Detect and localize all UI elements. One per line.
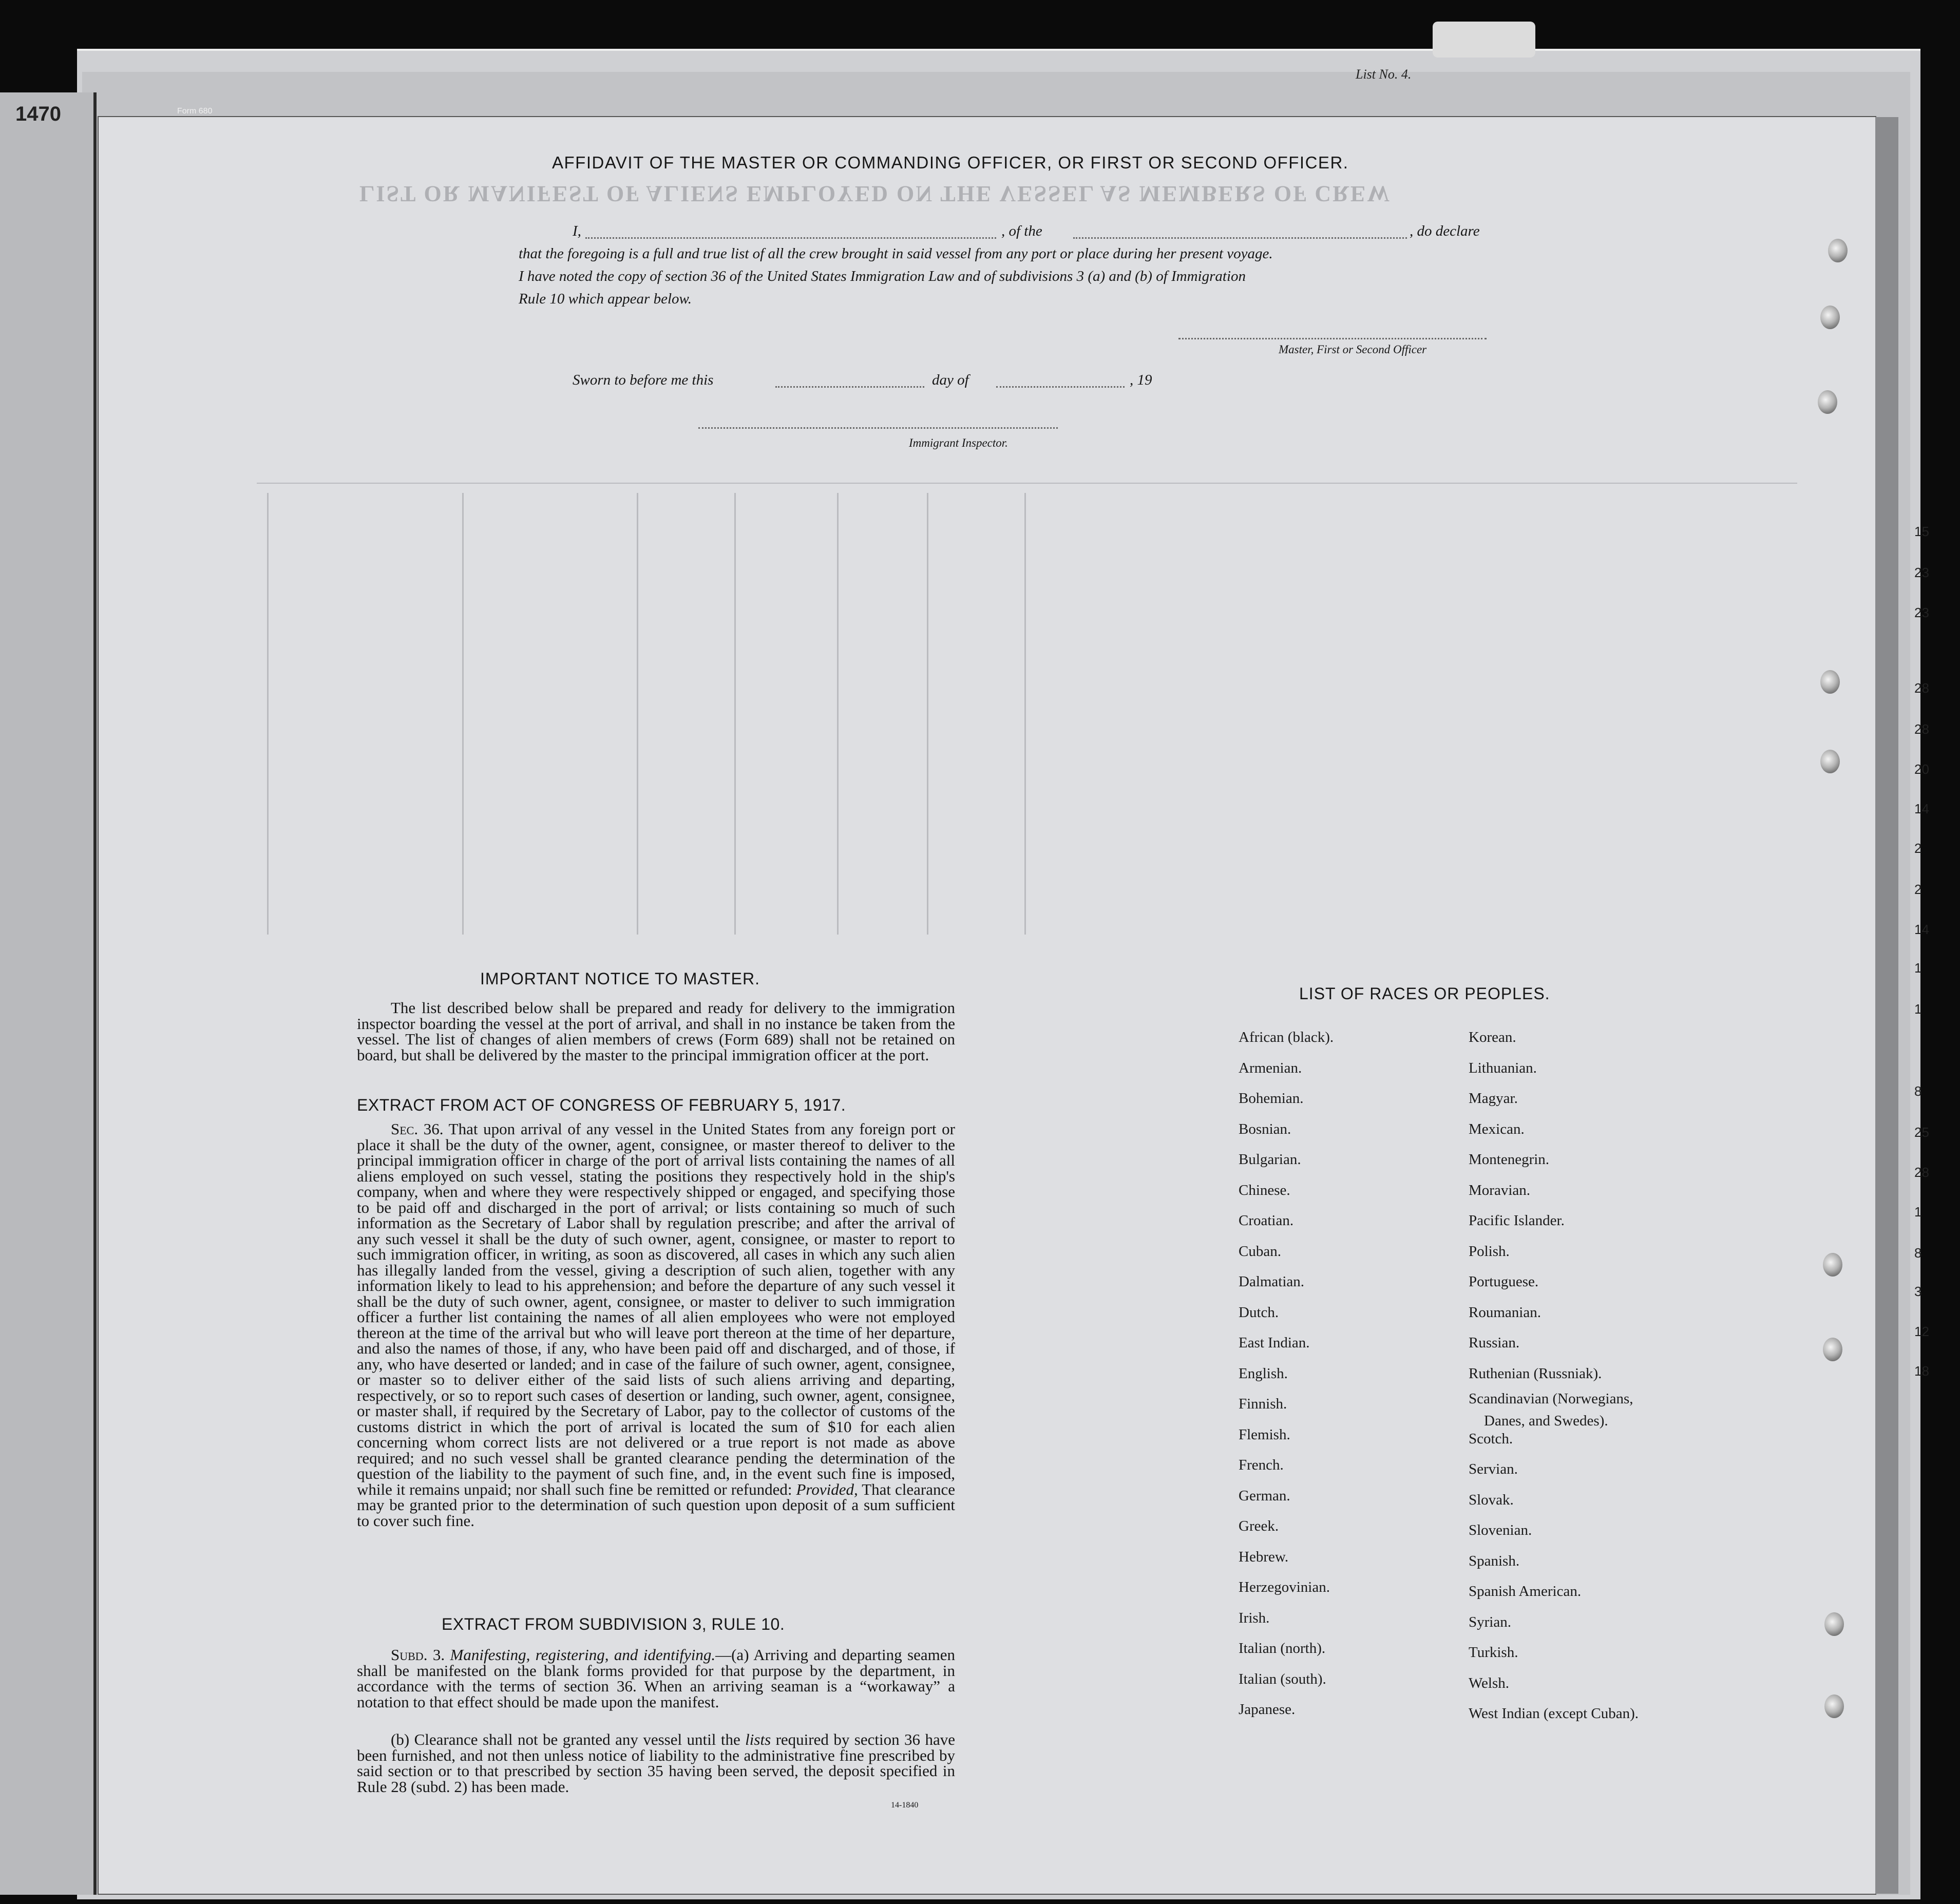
punch-hole [1823, 1253, 1842, 1277]
edge-number: 18 [1914, 1363, 1929, 1379]
race-item: Cuban. [1239, 1243, 1281, 1260]
show-through-title: LIST OR MANIFEST OF ALIENS EMPLOYED ON THE VESSEL AS MEMBERS OF CREW [359, 181, 1392, 206]
subd-b-italic: lists [745, 1730, 771, 1748]
race-item: Welsh. [1469, 1674, 1510, 1691]
affidavit-do-declare: , do declare [1410, 223, 1480, 239]
paper-tab [1433, 22, 1535, 58]
race-item: Magyar. [1469, 1090, 1518, 1107]
race-item: Spanish American. [1469, 1583, 1582, 1600]
inspector-label: Immigrant Inspector. [909, 436, 1008, 449]
punch-hole [1823, 1338, 1842, 1361]
edge-number: 15 [1914, 524, 1929, 539]
race-item: Servian. [1469, 1461, 1518, 1477]
affidavit-line-4: Rule 10 which appear below. [519, 291, 692, 307]
sworn-label: Sworn to before me this [573, 372, 714, 388]
edge-number: 23 [1914, 605, 1929, 620]
ghost-rule [257, 483, 1797, 484]
ghost-column-line [267, 493, 269, 935]
sworn-month-line[interactable] [996, 386, 1125, 388]
edge-number: 23 [1914, 565, 1929, 580]
right-page-edge [1875, 117, 1898, 1894]
master-signature-line[interactable] [1178, 338, 1487, 339]
race-item: East Indian. [1239, 1335, 1310, 1351]
races-heading: LIST OF RACES OR PEOPLES. [1299, 984, 1550, 1003]
race-item: Turkish. [1469, 1644, 1518, 1661]
punch-hole [1820, 670, 1840, 694]
edge-number: 28 [1914, 1165, 1929, 1180]
edge-number: 28 [1914, 721, 1929, 737]
ghost-column-line [837, 493, 839, 935]
edge-number: 2 [1914, 841, 1922, 856]
ghost-column-line [637, 493, 638, 935]
rule-heading: EXTRACT FROM SUBDIVISION 3, RULE 10. [442, 1615, 785, 1633]
edge-number: 1 [1914, 1204, 1922, 1220]
race-item: Japanese. [1239, 1701, 1296, 1718]
race-item: Mexican. [1469, 1120, 1525, 1137]
affidavit-heading: AFFIDAVIT OF THE MASTER OR COMMANDING OFFICER, OR FIRST OR SECOND OFFICER. [552, 153, 1349, 172]
race-item: African (black). [1239, 1029, 1334, 1045]
vessel-name-line[interactable] [1073, 237, 1407, 239]
punch-hole [1820, 306, 1840, 329]
punch-hole [1824, 1694, 1844, 1718]
affidavit-line-3: I have noted the copy of section 36 of the United States Immigration Law and of subdivisions 3 (a) and (b) of Immigration [519, 268, 1246, 284]
edge-number: 3 [1914, 1284, 1922, 1299]
master-label: Master, First or Second Officer [1279, 343, 1427, 356]
race-item: Chinese. [1239, 1182, 1290, 1198]
edge-number: 20 [1914, 761, 1929, 777]
ghost-column-line [927, 493, 928, 935]
left-strip-edge [93, 92, 97, 1895]
race-item: English. [1239, 1365, 1288, 1382]
strip-number: 1470 [15, 103, 61, 125]
race-item: Bosnian. [1239, 1120, 1291, 1137]
race-item: Lithuanian. [1469, 1059, 1537, 1076]
edge-number: 25 [1914, 1125, 1929, 1140]
punch-hole [1828, 239, 1848, 262]
race-item: French. [1239, 1457, 1284, 1473]
punch-hole [1824, 1612, 1844, 1636]
ghost-column-line [734, 493, 736, 935]
race-item: Italian (north). [1239, 1640, 1326, 1657]
edge-number: 2 [1914, 882, 1922, 897]
act-heading: EXTRACT FROM ACT OF CONGRESS OF FEBRUARY 5, 1917. [357, 1096, 846, 1114]
inspector-signature-line[interactable] [698, 427, 1058, 429]
ghost-column-line [462, 493, 464, 935]
subd-text-a: —(a) Arriving and departing seamen shall be manifested on the blank forms provided for that purpose by the department, in accordance with the terms of section 36. When an arriving seaman is a “workaway” a notation to that effect should be made upon the manifest. [357, 1646, 955, 1711]
race-item: Moravian. [1469, 1182, 1530, 1198]
race-item: Dalmatian. [1239, 1273, 1305, 1290]
rule-para-b [357, 1732, 955, 1795]
race-item: Scandinavian (Norwegians, [1469, 1391, 1633, 1407]
race-item: Flemish. [1239, 1426, 1290, 1443]
notice-body: The list described below shall be prepared and ready for delivery to the immigration inspector boarding the vessel at the port of arrival, and shall in no instance be taken from the vessel. The list of changes of alien members of crews (Form 689) shall not be retained on board, but shall be delivered by the master to the principal immigration officer at the port. [357, 999, 955, 1064]
edge-number: 1 [1914, 1001, 1922, 1017]
race-item: Italian (south). [1239, 1670, 1326, 1687]
race-item: Spanish. [1469, 1552, 1520, 1569]
act-body [357, 1121, 955, 1529]
race-item: Bulgarian. [1239, 1151, 1301, 1168]
race-item: Portuguese. [1469, 1273, 1539, 1290]
punch-hole [1818, 390, 1837, 414]
subd-text-b: required by section 36 have been furnished, and not then unless notice of liability to the administrative fine prescribed by said section or to that prescribed by section 35 having been served, the deposit specified in Rule 28 (subd. 2) has been made. [357, 1730, 955, 1796]
race-item: Slovenian. [1469, 1522, 1532, 1538]
race-item: Bohemian. [1239, 1090, 1304, 1107]
punch-hole [1820, 750, 1840, 773]
act-text: That upon arrival of any vessel in the United States from any foreign port or place it shall be the duty of the owner, agent, consignee, or master thereof to deliver to the principal immigration officer in charge of the port of arrival lists containing the names of all aliens employed on such vessel, stating the positions they respectively hold in the ship's company, when and where they were respectively shipped or engaged, and specifying those to be paid off and discharged in the port of arrival; or lists containing so much of such information as the Secretary of Labor shall by regulation prescribe; and after the arrival of any such vessel it shall be the duty of such owner, agent, consignee, or master to report to such immigration officer, in writing, as soon as discovered, all cases in which any such alien has illegally landed from the vessel, giving a description of such alien, together with any information likely to lead to his apprehension; and before the departure of any such vessel it shall be the duty of such owner, agent, consignee, or master to deliver to such immigration officer a further list containing the names of all alien employees who were not employed thereon at the time of the arrival but who will leave port thereon at the time of her departure, and also the names of those, if any, who have been paid off and discharged, and of those, if any, who have deserted or landed; and in case of the failure of such owner, agent, consignee, or master so to deliver either of the said lists of such aliens arriving and departing, respectively, or so to report such cases of desertion or landing, such owner, agent, consignee, or master shall, if required by the Secretary of Labor, pay to the collector of customs of the customs district in which the port of arrival is located the sum of $10 for each alien concerning whom correct lists are not delivered or a true report is not made as above required; and no such vessel shall be granted clearance pending the determination of the question of the liability to the payment of such fine, and, in the event such fine is imposed, while it remains unpaid; nor shall such fine be remitted or refunded: [357, 1120, 955, 1498]
edge-number: 1 [1914, 960, 1922, 976]
edge-number: 14 [1914, 801, 1929, 816]
race-continuation: Danes, and Swedes). [1484, 1413, 1608, 1429]
race-item: Slovak. [1469, 1491, 1514, 1508]
race-item: West Indian (except Cuban). [1469, 1705, 1639, 1722]
race-item: Ruthenian (Russniak). [1469, 1365, 1602, 1382]
edge-number: 8 [1914, 1245, 1922, 1261]
subd-label: Subd. 3. [391, 1646, 445, 1664]
race-item: Finnish. [1239, 1396, 1287, 1412]
print-code: 14-1840 [891, 1801, 919, 1810]
race-item: Hebrew. [1239, 1548, 1289, 1565]
edge-number: 8 [1914, 1083, 1922, 1099]
affidavit-line-2: that the foregoing is a full and true list of all the crew brought in said vessel from any port or place during her present voyage. [519, 245, 1273, 262]
race-item: Russian. [1469, 1335, 1520, 1351]
left-margin-strip [0, 92, 95, 1895]
affidavit-of-the: , of the [1001, 223, 1042, 239]
notice-heading: IMPORTANT NOTICE TO MASTER. [480, 969, 760, 988]
race-item: Croatian. [1239, 1212, 1294, 1229]
subd-b-prefix: (b) Clearance shall not be granted any vessel until the [391, 1730, 740, 1748]
edge-number: 12 [1914, 1324, 1929, 1339]
race-item: Scotch. [1469, 1430, 1513, 1447]
race-item: Armenian. [1239, 1059, 1302, 1076]
race-item: Irish. [1239, 1609, 1270, 1626]
edge-number: 14 [1914, 922, 1929, 937]
year-prefix: , 19 [1130, 372, 1152, 388]
edge-number: 28 [1914, 680, 1929, 696]
race-item: Roumanian. [1469, 1304, 1541, 1321]
rule-para-a [357, 1647, 955, 1710]
day-of-label: day of [932, 372, 969, 388]
subd-italic: Manifesting, registering, and identifying. [450, 1646, 716, 1664]
race-item: Pacific Islander. [1469, 1212, 1565, 1229]
race-item: Montenegrin. [1469, 1151, 1550, 1168]
sworn-day-line[interactable] [775, 386, 924, 388]
section-label: Sec. 36. [391, 1120, 444, 1138]
affidavit-i: I, [573, 223, 581, 239]
race-item: Greek. [1239, 1518, 1279, 1534]
provided-word: Provided, [796, 1480, 858, 1498]
race-item: Syrian. [1469, 1613, 1511, 1630]
race-item: Korean. [1469, 1029, 1516, 1045]
act-text-end: That clearance may be granted prior to the determination of such question upon deposit of a sum sufficient to cover such fine. [357, 1480, 956, 1530]
race-item: Dutch. [1239, 1304, 1279, 1321]
ghost-column-line [1024, 493, 1026, 935]
master-name-line[interactable] [585, 237, 996, 239]
list-number: List No. 4. [1356, 67, 1412, 82]
form-label: Form 680 [177, 107, 213, 116]
race-item: Polish. [1469, 1243, 1510, 1260]
race-item: German. [1239, 1487, 1290, 1504]
race-item: Herzegovinian. [1239, 1579, 1330, 1595]
